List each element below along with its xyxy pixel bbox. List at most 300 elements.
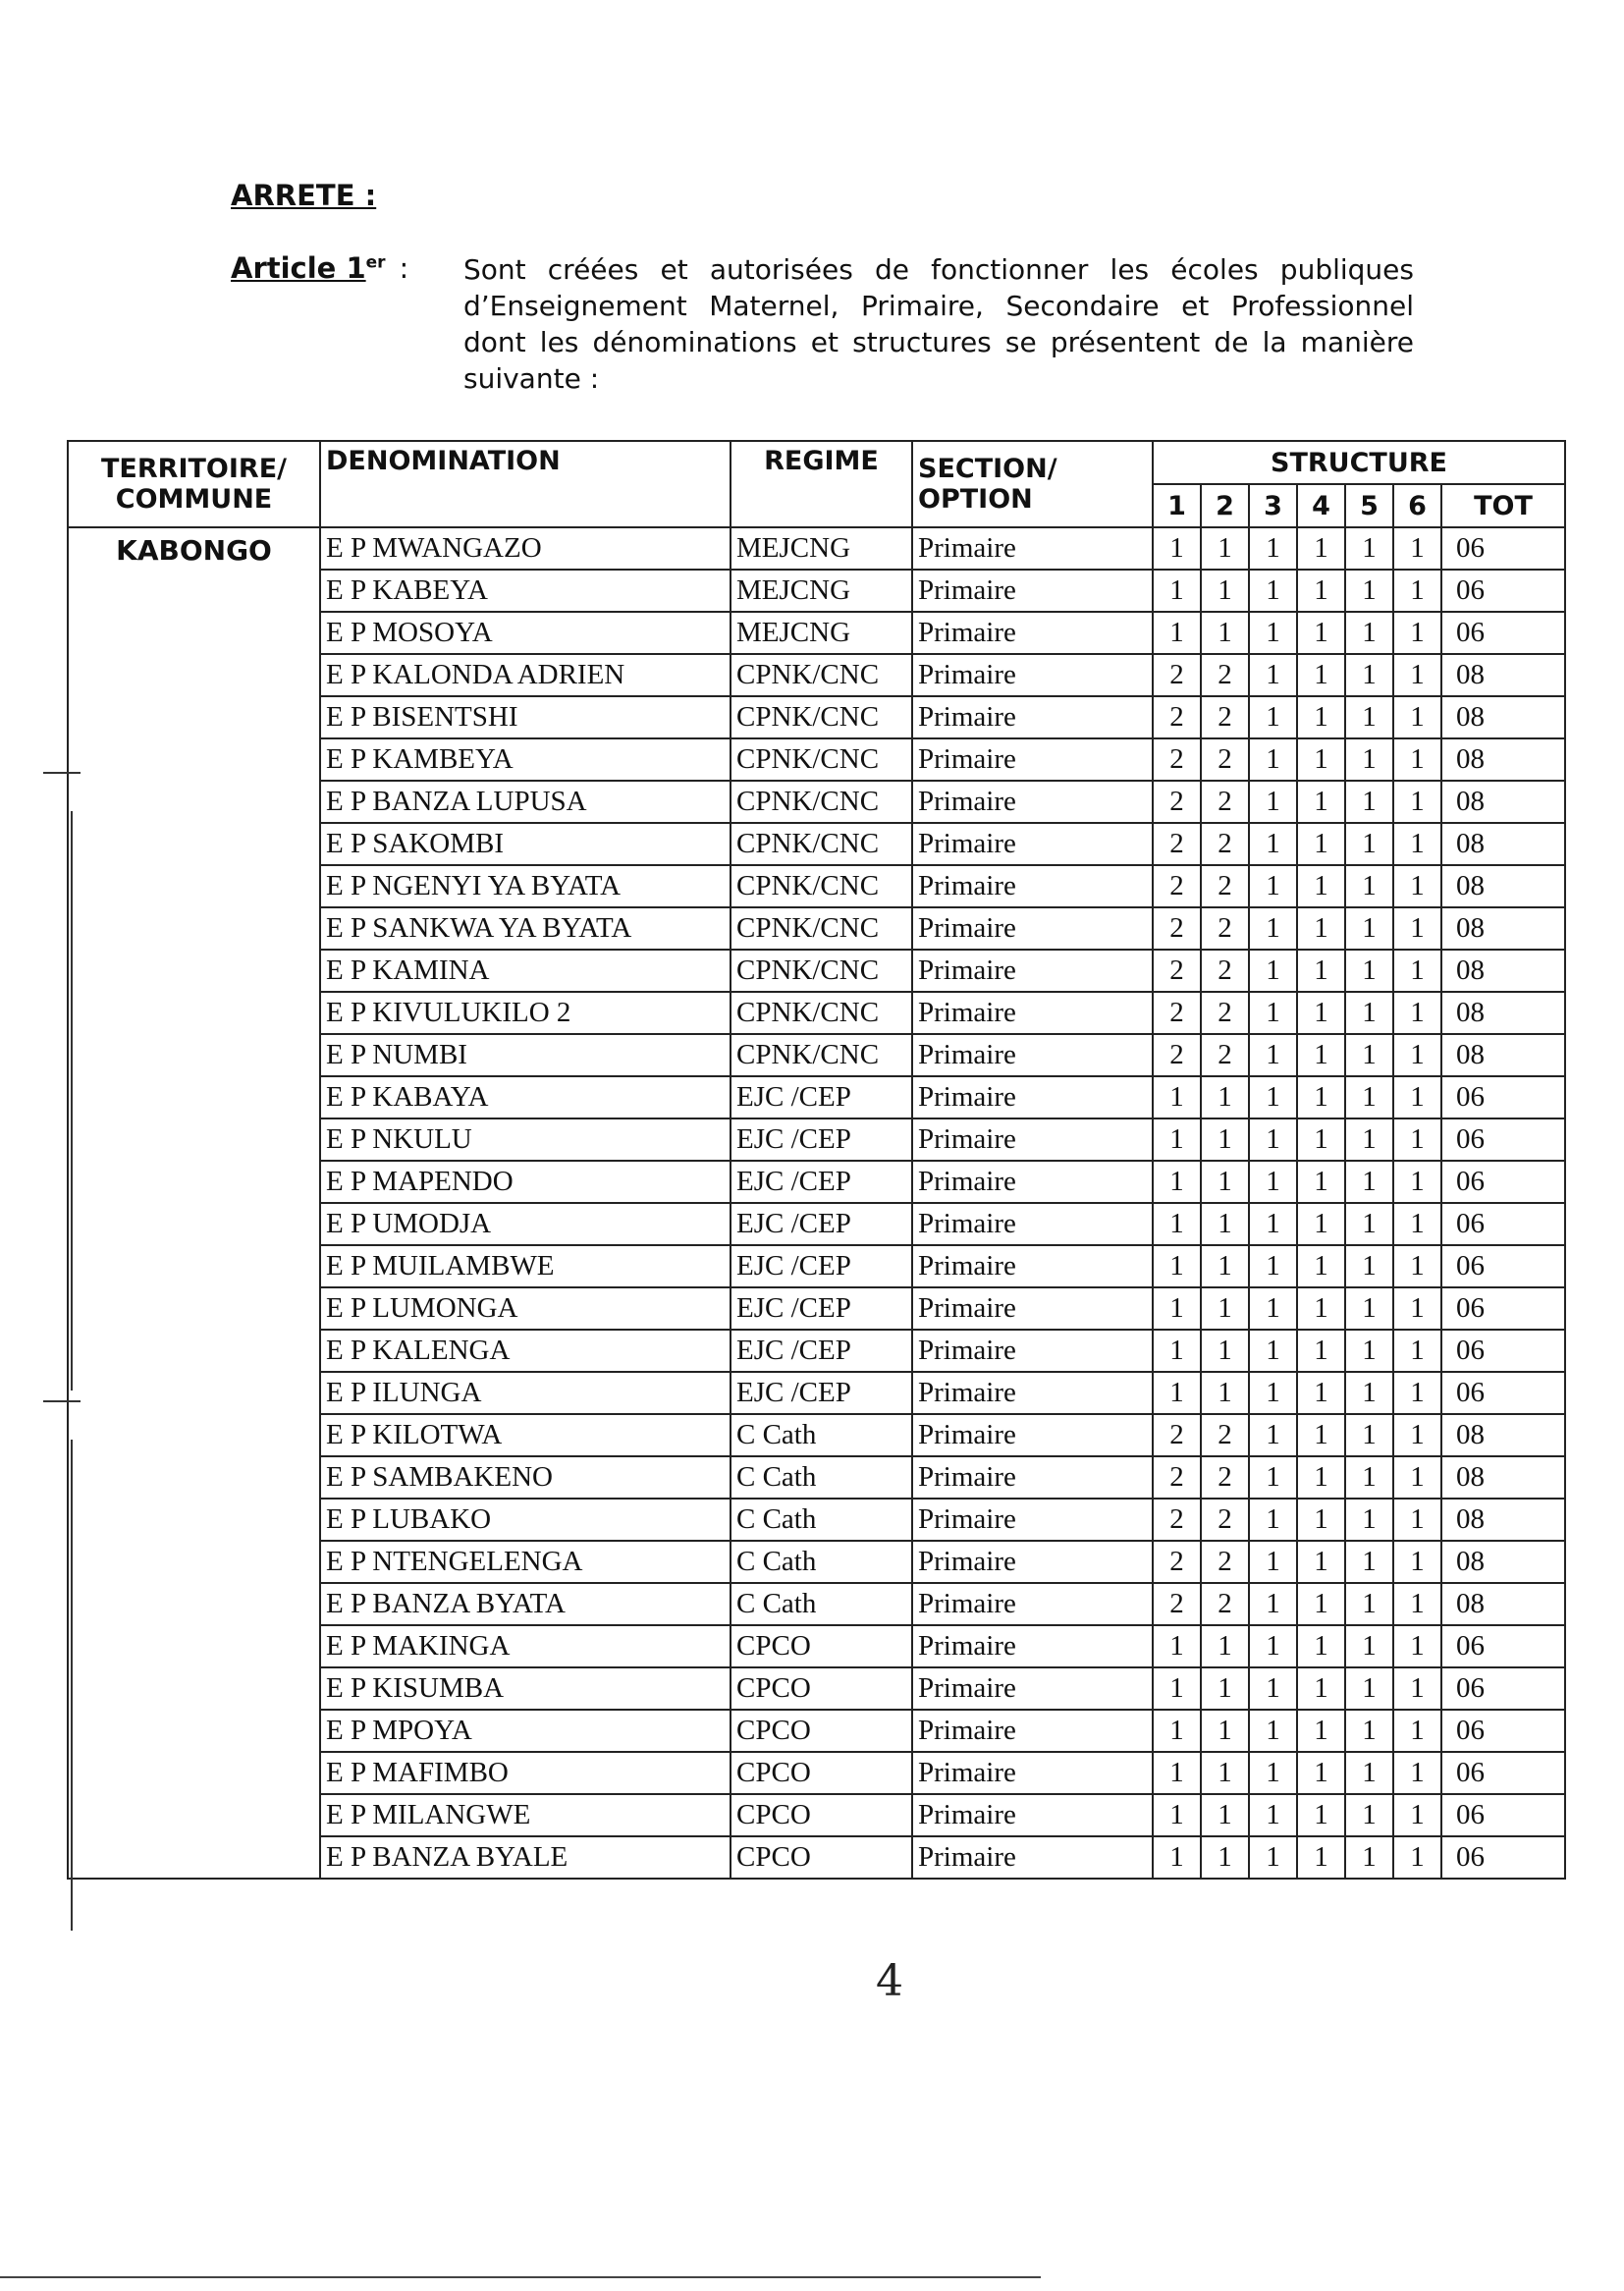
level-3-cell: 1 xyxy=(1249,570,1297,612)
total-cell: 08 xyxy=(1441,1414,1565,1456)
level-6-cell: 1 xyxy=(1393,1076,1441,1118)
total-cell: 08 xyxy=(1441,1583,1565,1625)
table-body xyxy=(68,527,1565,1879)
school-name-cell: E P BANZA LUPUSA xyxy=(320,781,731,823)
level-1-cell: 1 xyxy=(1153,1625,1201,1667)
level-5-cell: 1 xyxy=(1345,1203,1393,1245)
section-cell: Primaire xyxy=(912,1752,1153,1794)
total-cell: 06 xyxy=(1441,1161,1565,1203)
margin-tick xyxy=(43,772,81,774)
total-cell: 06 xyxy=(1441,1118,1565,1161)
level-2-cell: 1 xyxy=(1201,570,1249,612)
level-4-cell: 1 xyxy=(1297,654,1345,696)
total-cell: 06 xyxy=(1441,1625,1565,1667)
section-cell: Primaire xyxy=(912,1625,1153,1667)
total-cell: 06 xyxy=(1441,1287,1565,1330)
total-cell: 08 xyxy=(1441,1499,1565,1541)
header-section-line2: OPTION xyxy=(918,484,1033,515)
level-6-cell: 1 xyxy=(1393,654,1441,696)
level-2-cell: 1 xyxy=(1201,1330,1249,1372)
regime-cell: CPCO xyxy=(731,1710,912,1752)
level-2-cell: 1 xyxy=(1201,1667,1249,1710)
level-5-cell: 1 xyxy=(1345,1752,1393,1794)
school-name-cell: E P SAMBAKENO xyxy=(320,1456,731,1499)
level-5-cell: 1 xyxy=(1345,865,1393,907)
section-cell: Primaire xyxy=(912,1287,1153,1330)
level-4-cell: 1 xyxy=(1297,1118,1345,1161)
section-cell: Primaire xyxy=(912,696,1153,738)
school-name-cell: E P KABAYA xyxy=(320,1076,731,1118)
section-cell: Primaire xyxy=(912,1330,1153,1372)
level-6-cell: 1 xyxy=(1393,1625,1441,1667)
school-name-cell: E P ILUNGA xyxy=(320,1372,731,1414)
total-cell: 06 xyxy=(1441,1667,1565,1710)
section-cell: Primaire xyxy=(912,1456,1153,1499)
regime-cell: EJC /CEP xyxy=(731,1203,912,1245)
level-6-cell: 1 xyxy=(1393,1414,1441,1456)
level-2-cell: 1 xyxy=(1201,1625,1249,1667)
article-number: Article 1 xyxy=(231,251,366,285)
level-2-cell: 2 xyxy=(1201,738,1249,781)
level-1-cell: 2 xyxy=(1153,907,1201,950)
total-cell: 08 xyxy=(1441,907,1565,950)
regime-cell: CPNK/CNC xyxy=(731,907,912,950)
regime-cell: C Cath xyxy=(731,1456,912,1499)
section-cell: Primaire xyxy=(912,1245,1153,1287)
level-4-cell: 1 xyxy=(1297,1414,1345,1456)
level-2-cell: 1 xyxy=(1201,612,1249,654)
header-level-6: 6 xyxy=(1393,484,1441,527)
total-cell: 06 xyxy=(1441,1203,1565,1245)
article-superscript: er xyxy=(365,252,386,273)
level-6-cell: 1 xyxy=(1393,1161,1441,1203)
level-1-cell: 2 xyxy=(1153,654,1201,696)
level-3-cell: 1 xyxy=(1249,1330,1297,1372)
level-3-cell: 1 xyxy=(1249,950,1297,992)
section-cell: Primaire xyxy=(912,1499,1153,1541)
article-body: Sont créées et autorisées de fonctionner les écoles publiques d’Enseignement Maternel, Primaire, Secondaire et Professionnel dont les dénominations et structures se présentent de la manière suivante : xyxy=(463,253,1414,395)
level-4-cell: 1 xyxy=(1297,1752,1345,1794)
level-3-cell: 1 xyxy=(1249,654,1297,696)
level-4-cell: 1 xyxy=(1297,1541,1345,1583)
school-name-cell: E P KAMBEYA xyxy=(320,738,731,781)
regime-cell: EJC /CEP xyxy=(731,1287,912,1330)
level-6-cell: 1 xyxy=(1393,1541,1441,1583)
regime-cell: CPNK/CNC xyxy=(731,865,912,907)
level-3-cell: 1 xyxy=(1249,907,1297,950)
level-1-cell: 2 xyxy=(1153,865,1201,907)
level-2-cell: 2 xyxy=(1201,781,1249,823)
schools-table xyxy=(67,440,1566,1880)
level-4-cell: 1 xyxy=(1297,907,1345,950)
school-name-cell: E P SANKWA YA BYATA xyxy=(320,907,731,950)
level-6-cell: 1 xyxy=(1393,1794,1441,1836)
section-cell: Primaire xyxy=(912,738,1153,781)
regime-cell: CPNK/CNC xyxy=(731,781,912,823)
school-name-cell: E P MPOYA xyxy=(320,1710,731,1752)
section-cell: Primaire xyxy=(912,1710,1153,1752)
regime-cell: C Cath xyxy=(731,1541,912,1583)
level-5-cell: 1 xyxy=(1345,1667,1393,1710)
regime-cell: CPNK/CNC xyxy=(731,1034,912,1076)
school-name-cell: E P MAFIMBO xyxy=(320,1752,731,1794)
section-cell: Primaire xyxy=(912,1414,1153,1456)
level-5-cell: 1 xyxy=(1345,1794,1393,1836)
level-4-cell: 1 xyxy=(1297,1794,1345,1836)
level-2-cell: 2 xyxy=(1201,696,1249,738)
regime-cell: CPCO xyxy=(731,1752,912,1794)
level-4-cell: 1 xyxy=(1297,992,1345,1034)
level-4-cell: 1 xyxy=(1297,865,1345,907)
level-3-cell: 1 xyxy=(1249,1836,1297,1879)
section-cell: Primaire xyxy=(912,1583,1153,1625)
level-1-cell: 1 xyxy=(1153,570,1201,612)
total-cell: 06 xyxy=(1441,1076,1565,1118)
school-name-cell: E P MAKINGA xyxy=(320,1625,731,1667)
level-3-cell: 1 xyxy=(1249,1161,1297,1203)
level-3-cell: 1 xyxy=(1249,1541,1297,1583)
level-1-cell: 2 xyxy=(1153,1414,1201,1456)
level-3-cell: 1 xyxy=(1249,1667,1297,1710)
school-name-cell: E P LUBAKO xyxy=(320,1499,731,1541)
level-2-cell: 1 xyxy=(1201,1203,1249,1245)
level-3-cell: 1 xyxy=(1249,781,1297,823)
total-cell: 06 xyxy=(1441,1752,1565,1794)
level-6-cell: 1 xyxy=(1393,950,1441,992)
level-2-cell: 2 xyxy=(1201,1414,1249,1456)
header-denomination: DENOMINATION xyxy=(320,441,731,527)
level-6-cell: 1 xyxy=(1393,1752,1441,1794)
level-1-cell: 1 xyxy=(1153,1076,1201,1118)
level-5-cell: 1 xyxy=(1345,1414,1393,1456)
level-2-cell: 2 xyxy=(1201,1499,1249,1541)
regime-cell: EJC /CEP xyxy=(731,1118,912,1161)
school-name-cell: E P KILOTWA xyxy=(320,1414,731,1456)
regime-cell: CPNK/CNC xyxy=(731,738,912,781)
level-1-cell: 1 xyxy=(1153,1752,1201,1794)
level-2-cell: 2 xyxy=(1201,1456,1249,1499)
level-6-cell: 1 xyxy=(1393,612,1441,654)
level-6-cell: 1 xyxy=(1393,1499,1441,1541)
level-5-cell: 1 xyxy=(1345,612,1393,654)
regime-cell: EJC /CEP xyxy=(731,1372,912,1414)
table-row xyxy=(68,527,1565,570)
footer-rule xyxy=(0,2276,1041,2278)
level-3-cell: 1 xyxy=(1249,823,1297,865)
level-4-cell: 1 xyxy=(1297,1245,1345,1287)
level-6-cell: 1 xyxy=(1393,1203,1441,1245)
level-6-cell: 1 xyxy=(1393,823,1441,865)
level-5-cell: 1 xyxy=(1345,654,1393,696)
school-name-cell: E P KAMINA xyxy=(320,950,731,992)
level-5-cell: 1 xyxy=(1345,1245,1393,1287)
level-2-cell: 1 xyxy=(1201,1287,1249,1330)
regime-cell: MEJCNG xyxy=(731,527,912,570)
header-territoire-line1: TERRITOIRE/ xyxy=(101,454,287,484)
level-2-cell: 2 xyxy=(1201,1034,1249,1076)
level-1-cell: 1 xyxy=(1153,1794,1201,1836)
level-6-cell: 1 xyxy=(1393,781,1441,823)
level-3-cell: 1 xyxy=(1249,1583,1297,1625)
level-4-cell: 1 xyxy=(1297,1287,1345,1330)
level-3-cell: 1 xyxy=(1249,992,1297,1034)
school-name-cell: E P MUILAMBWE xyxy=(320,1245,731,1287)
level-2-cell: 1 xyxy=(1201,1245,1249,1287)
level-1-cell: 2 xyxy=(1153,1499,1201,1541)
level-6-cell: 1 xyxy=(1393,1245,1441,1287)
header-regime: REGIME xyxy=(731,441,912,527)
section-cell: Primaire xyxy=(912,1203,1153,1245)
level-3-cell: 1 xyxy=(1249,1625,1297,1667)
level-2-cell: 2 xyxy=(1201,865,1249,907)
regime-cell: MEJCNG xyxy=(731,612,912,654)
section-cell: Primaire xyxy=(912,612,1153,654)
level-3-cell: 1 xyxy=(1249,527,1297,570)
level-6-cell: 1 xyxy=(1393,738,1441,781)
header-territoire-line2: COMMUNE xyxy=(115,484,273,515)
level-2-cell: 1 xyxy=(1201,1118,1249,1161)
header-section-line1: SECTION/ xyxy=(918,454,1057,484)
section-cell: Primaire xyxy=(912,1836,1153,1879)
table-header-row-1 xyxy=(68,441,1565,484)
level-6-cell: 1 xyxy=(1393,1034,1441,1076)
total-cell: 06 xyxy=(1441,1836,1565,1879)
level-5-cell: 1 xyxy=(1345,1076,1393,1118)
level-4-cell: 1 xyxy=(1297,696,1345,738)
level-6-cell: 1 xyxy=(1393,1710,1441,1752)
school-name-cell: E P NKULU xyxy=(320,1118,731,1161)
level-1-cell: 1 xyxy=(1153,1330,1201,1372)
level-6-cell: 1 xyxy=(1393,1118,1441,1161)
regime-cell: CPCO xyxy=(731,1836,912,1879)
level-5-cell: 1 xyxy=(1345,1583,1393,1625)
total-cell: 08 xyxy=(1441,823,1565,865)
level-3-cell: 1 xyxy=(1249,1118,1297,1161)
total-cell: 08 xyxy=(1441,1541,1565,1583)
level-5-cell: 1 xyxy=(1345,527,1393,570)
level-1-cell: 1 xyxy=(1153,1710,1201,1752)
level-2-cell: 1 xyxy=(1201,1836,1249,1879)
section-cell: Primaire xyxy=(912,1372,1153,1414)
total-cell: 08 xyxy=(1441,696,1565,738)
level-6-cell: 1 xyxy=(1393,1836,1441,1879)
level-6-cell: 1 xyxy=(1393,865,1441,907)
regime-cell: CPCO xyxy=(731,1794,912,1836)
level-2-cell: 2 xyxy=(1201,1541,1249,1583)
level-5-cell: 1 xyxy=(1345,1541,1393,1583)
school-name-cell: E P LUMONGA xyxy=(320,1287,731,1330)
level-4-cell: 1 xyxy=(1297,527,1345,570)
level-6-cell: 1 xyxy=(1393,992,1441,1034)
level-1-cell: 2 xyxy=(1153,738,1201,781)
header-level-4: 4 xyxy=(1297,484,1345,527)
total-cell: 08 xyxy=(1441,1034,1565,1076)
level-3-cell: 1 xyxy=(1249,1456,1297,1499)
level-4-cell: 1 xyxy=(1297,1161,1345,1203)
regime-cell: MEJCNG xyxy=(731,570,912,612)
level-1-cell: 2 xyxy=(1153,1456,1201,1499)
total-cell: 06 xyxy=(1441,570,1565,612)
section-cell: Primaire xyxy=(912,1667,1153,1710)
level-6-cell: 1 xyxy=(1393,1287,1441,1330)
school-name-cell: E P BANZA BYATA xyxy=(320,1583,731,1625)
level-1-cell: 2 xyxy=(1153,992,1201,1034)
level-4-cell: 1 xyxy=(1297,1667,1345,1710)
margin-line xyxy=(71,811,73,1391)
school-name-cell: E P NGENYI YA BYATA xyxy=(320,865,731,907)
section-cell: Primaire xyxy=(912,907,1153,950)
level-1-cell: 1 xyxy=(1153,1372,1201,1414)
level-4-cell: 1 xyxy=(1297,823,1345,865)
level-1-cell: 2 xyxy=(1153,781,1201,823)
level-6-cell: 1 xyxy=(1393,1456,1441,1499)
level-5-cell: 1 xyxy=(1345,992,1393,1034)
article-colon: : xyxy=(399,251,409,285)
school-name-cell: E P MWANGAZO xyxy=(320,527,731,570)
level-5-cell: 1 xyxy=(1345,1287,1393,1330)
level-1-cell: 2 xyxy=(1153,1541,1201,1583)
level-1-cell: 1 xyxy=(1153,1245,1201,1287)
level-5-cell: 1 xyxy=(1345,570,1393,612)
school-name-cell: E P KIVULUKILO 2 xyxy=(320,992,731,1034)
regime-cell: C Cath xyxy=(731,1499,912,1541)
level-2-cell: 1 xyxy=(1201,527,1249,570)
regime-cell: CPCO xyxy=(731,1667,912,1710)
section-cell: Primaire xyxy=(912,1034,1153,1076)
level-2-cell: 2 xyxy=(1201,907,1249,950)
header-level-5: 5 xyxy=(1345,484,1393,527)
level-3-cell: 1 xyxy=(1249,1710,1297,1752)
level-4-cell: 1 xyxy=(1297,1034,1345,1076)
regime-cell: CPNK/CNC xyxy=(731,696,912,738)
level-3-cell: 1 xyxy=(1249,1372,1297,1414)
level-5-cell: 1 xyxy=(1345,1456,1393,1499)
level-3-cell: 1 xyxy=(1249,1245,1297,1287)
level-3-cell: 1 xyxy=(1249,612,1297,654)
regime-cell: CPNK/CNC xyxy=(731,950,912,992)
level-3-cell: 1 xyxy=(1249,865,1297,907)
level-2-cell: 2 xyxy=(1201,823,1249,865)
level-6-cell: 1 xyxy=(1393,527,1441,570)
level-3-cell: 1 xyxy=(1249,1076,1297,1118)
level-2-cell: 1 xyxy=(1201,1794,1249,1836)
level-5-cell: 1 xyxy=(1345,738,1393,781)
level-3-cell: 1 xyxy=(1249,1414,1297,1456)
level-4-cell: 1 xyxy=(1297,1456,1345,1499)
regime-cell: CPNK/CNC xyxy=(731,992,912,1034)
header-level-2: 2 xyxy=(1201,484,1249,527)
regime-cell: CPCO xyxy=(731,1625,912,1667)
total-cell: 08 xyxy=(1441,1456,1565,1499)
level-6-cell: 1 xyxy=(1393,1330,1441,1372)
decree-heading: ARRETE : xyxy=(231,179,377,212)
level-1-cell: 2 xyxy=(1153,1583,1201,1625)
regime-cell: EJC /CEP xyxy=(731,1245,912,1287)
section-cell: Primaire xyxy=(912,950,1153,992)
article-label xyxy=(231,251,408,285)
level-3-cell: 1 xyxy=(1249,1034,1297,1076)
school-name-cell: E P SAKOMBI xyxy=(320,823,731,865)
regime-cell: CPNK/CNC xyxy=(731,823,912,865)
level-4-cell: 1 xyxy=(1297,1836,1345,1879)
level-1-cell: 2 xyxy=(1153,696,1201,738)
level-5-cell: 1 xyxy=(1345,907,1393,950)
header-total: TOT xyxy=(1441,484,1565,527)
level-1-cell: 1 xyxy=(1153,1667,1201,1710)
level-3-cell: 1 xyxy=(1249,696,1297,738)
school-name-cell: E P KABEYA xyxy=(320,570,731,612)
school-name-cell: E P NTENGELENGA xyxy=(320,1541,731,1583)
page-number-mark: 4 xyxy=(876,1956,903,2006)
section-cell: Primaire xyxy=(912,992,1153,1034)
level-6-cell: 1 xyxy=(1393,1583,1441,1625)
school-name-cell: E P BANZA BYALE xyxy=(320,1836,731,1879)
level-4-cell: 1 xyxy=(1297,781,1345,823)
level-1-cell: 2 xyxy=(1153,1034,1201,1076)
level-2-cell: 1 xyxy=(1201,1752,1249,1794)
total-cell: 06 xyxy=(1441,612,1565,654)
total-cell: 06 xyxy=(1441,1710,1565,1752)
section-cell: Primaire xyxy=(912,1794,1153,1836)
regime-cell: C Cath xyxy=(731,1414,912,1456)
header-level-3: 3 xyxy=(1249,484,1297,527)
header-structure: STRUCTURE xyxy=(1153,441,1565,484)
level-4-cell: 1 xyxy=(1297,1710,1345,1752)
level-6-cell: 1 xyxy=(1393,1372,1441,1414)
school-name-cell: E P UMODJA xyxy=(320,1203,731,1245)
level-5-cell: 1 xyxy=(1345,1118,1393,1161)
header-level-1: 1 xyxy=(1153,484,1201,527)
total-cell: 06 xyxy=(1441,527,1565,570)
regime-cell: EJC /CEP xyxy=(731,1161,912,1203)
level-1-cell: 1 xyxy=(1153,612,1201,654)
regime-cell: EJC /CEP xyxy=(731,1330,912,1372)
total-cell: 08 xyxy=(1441,738,1565,781)
section-cell: Primaire xyxy=(912,1118,1153,1161)
level-1-cell: 1 xyxy=(1153,1118,1201,1161)
margin-line xyxy=(71,1440,73,1931)
level-5-cell: 1 xyxy=(1345,1836,1393,1879)
level-4-cell: 1 xyxy=(1297,1330,1345,1372)
level-2-cell: 2 xyxy=(1201,992,1249,1034)
section-cell: Primaire xyxy=(912,865,1153,907)
level-4-cell: 1 xyxy=(1297,950,1345,992)
level-2-cell: 1 xyxy=(1201,1076,1249,1118)
level-4-cell: 1 xyxy=(1297,1499,1345,1541)
level-3-cell: 1 xyxy=(1249,1203,1297,1245)
level-5-cell: 1 xyxy=(1345,1034,1393,1076)
school-name-cell: E P BISENTSHI xyxy=(320,696,731,738)
level-2-cell: 1 xyxy=(1201,1161,1249,1203)
level-1-cell: 1 xyxy=(1153,527,1201,570)
section-cell: Primaire xyxy=(912,1161,1153,1203)
section-cell: Primaire xyxy=(912,1076,1153,1118)
level-1-cell: 1 xyxy=(1153,1161,1201,1203)
regime-cell: EJC /CEP xyxy=(731,1076,912,1118)
level-6-cell: 1 xyxy=(1393,570,1441,612)
level-2-cell: 2 xyxy=(1201,950,1249,992)
level-5-cell: 1 xyxy=(1345,823,1393,865)
level-1-cell: 2 xyxy=(1153,950,1201,992)
school-name-cell: E P MOSOYA xyxy=(320,612,731,654)
total-cell: 06 xyxy=(1441,1794,1565,1836)
section-cell: Primaire xyxy=(912,1541,1153,1583)
level-4-cell: 1 xyxy=(1297,1583,1345,1625)
total-cell: 06 xyxy=(1441,1330,1565,1372)
school-name-cell: E P KISUMBA xyxy=(320,1667,731,1710)
level-5-cell: 1 xyxy=(1345,1499,1393,1541)
total-cell: 08 xyxy=(1441,865,1565,907)
